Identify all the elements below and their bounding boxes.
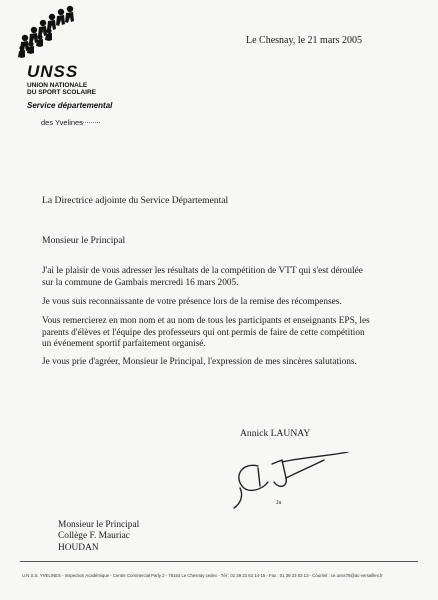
dotted-divider	[78, 122, 100, 123]
org-full-name-line2: DU SPORT SCOLAIRE	[27, 89, 96, 96]
body-paragraph: Vous remercierez en mon nom et au nom de tous les participants et enseignants EPS, les parents d'élèves et l'équipe des professeurs qui ont permis de faire de cette compétition un événement sportif parfaitement organisé.	[42, 316, 370, 349]
org-full-name	[27, 82, 107, 96]
unss-runners-logo-icon	[14, 4, 84, 60]
addressee-line2: Collège F. Mauriac	[58, 531, 130, 542]
department-name: des Yvelines	[41, 118, 83, 127]
body-paragraph: J'ai le plaisir de vous adresser les résultats de la compétition de VTT qui s'est déroulée sur la commune de Gambais mercredi 16 mars 2005.	[42, 266, 363, 288]
svg-text:Ja: Ja	[276, 500, 282, 506]
dateline: Le Chesnay, le 21 mars 2005	[246, 35, 362, 46]
signer-name: Annick LAUNAY	[240, 428, 311, 439]
salutation: Monsieur le Principal	[42, 235, 126, 246]
addressee-line1: Monsieur le Principal	[58, 520, 140, 530]
addressee-line3: HOUDAN	[58, 542, 99, 553]
addressee-block	[58, 520, 139, 554]
handwritten-signature-icon	[228, 452, 360, 512]
org-full-name-line1: UNION NATIONALE	[27, 82, 88, 89]
body-paragraph: Je vous suis reconnaissante de votre présence lors de la remise des récompenses.	[42, 297, 342, 307]
body-paragraph: Je vous prie d'agréer, Monsieur le Principal, l'expression de mes sincères salutations.	[42, 357, 357, 367]
org-acronym: UNSS	[27, 62, 79, 81]
footer-rule	[20, 561, 418, 562]
footer-contact: U.N.S.S. YVELINES - Inspection Académique - Centre Commercial Parly 2 - 78154 Le Chesnay cedex - Tél : 01 39 23 63 14-15 - Fax : 01 39 23 63 13 - Courriel : ce.unss78@ac-versailles.fr	[22, 573, 383, 578]
sender-title: La Directrice adjointe du Service Départemental	[42, 195, 229, 206]
service-name: Service départemental	[27, 101, 113, 110]
